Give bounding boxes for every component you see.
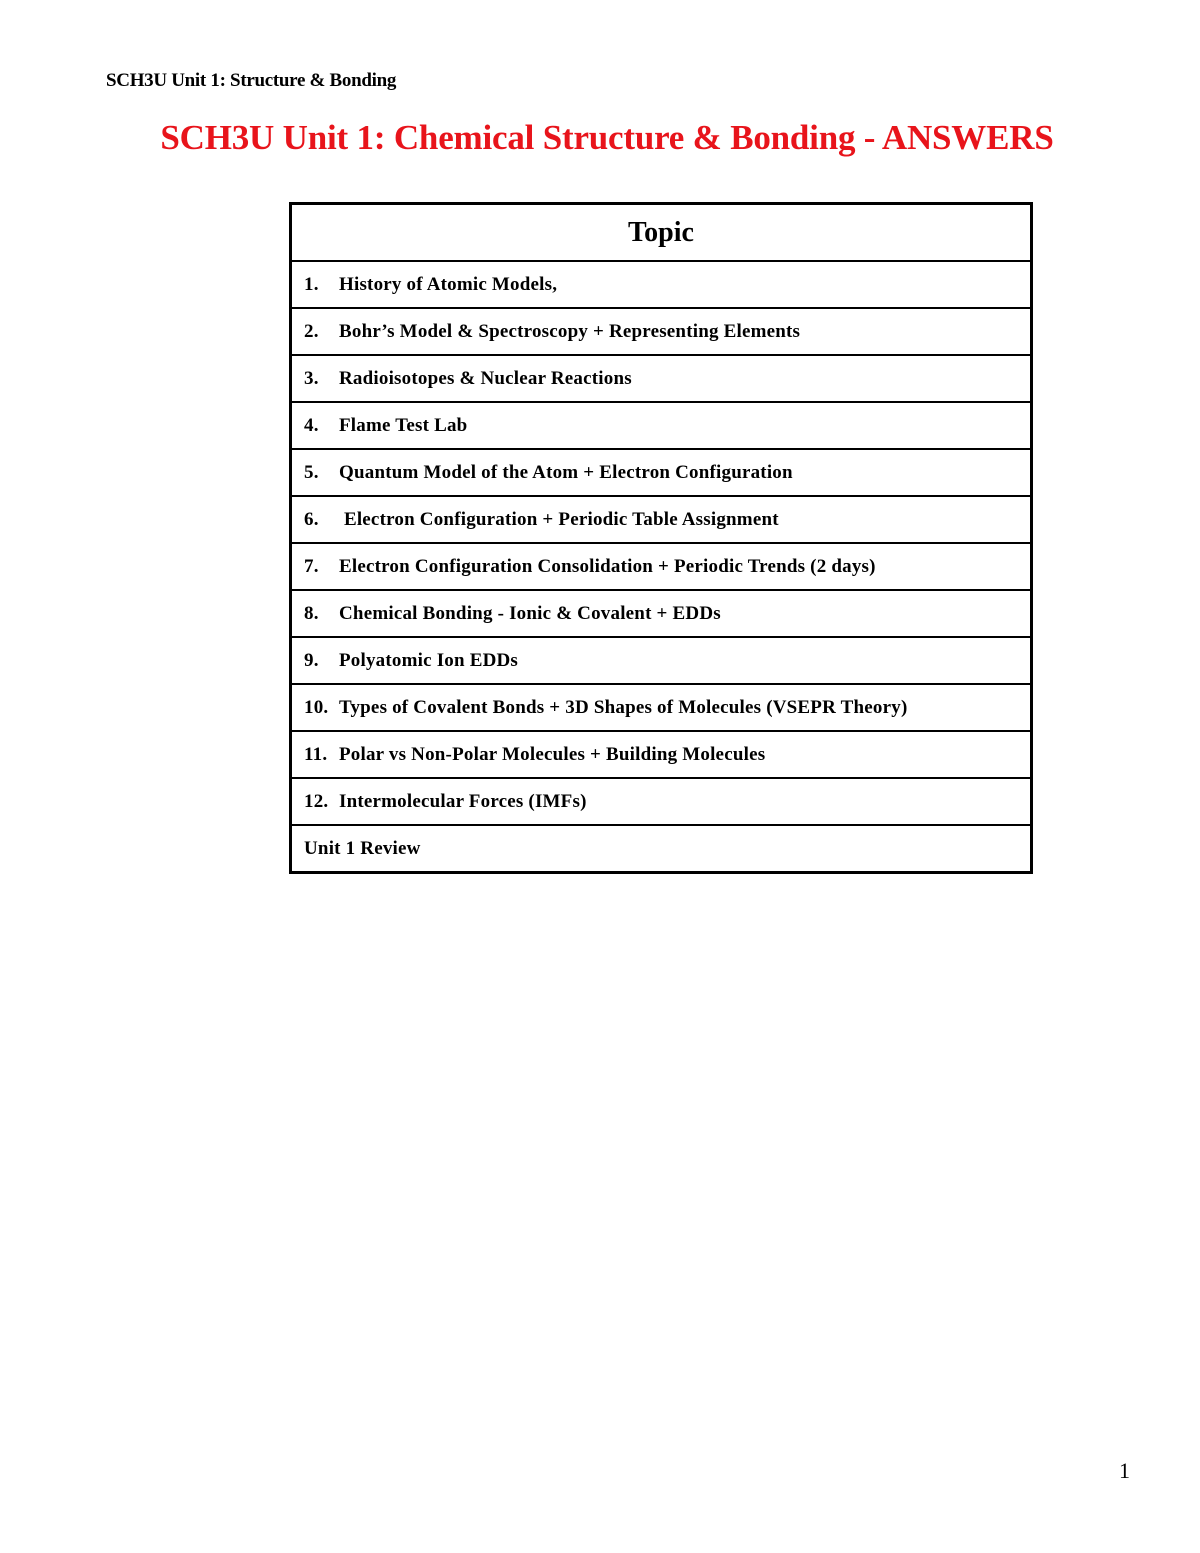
table-cell [291, 308, 1032, 355]
row-topic: Intermolecular Forces (IMFs) [339, 790, 587, 812]
table-cell: Unit 1 Review [291, 825, 1032, 873]
row-topic: Polar vs Non-Polar Molecules + Building Molecules [339, 743, 766, 765]
topic-table [289, 202, 1033, 874]
table-row [291, 778, 1032, 825]
table-cell [291, 449, 1032, 496]
table-row [291, 449, 1032, 496]
row-number: 2. [304, 320, 319, 342]
row-topic: Types of Covalent Bonds + 3D Shapes of Molecules (VSEPR Theory) [339, 696, 908, 718]
table-row-review [291, 825, 1032, 873]
row-number: 4. [304, 414, 319, 436]
row-number: 1. [304, 273, 319, 295]
table-cell [291, 590, 1032, 637]
table-cell [291, 684, 1032, 731]
row-number: 11. [304, 743, 328, 765]
row-topic: Flame Test Lab [339, 414, 468, 436]
row-topic: Electron Configuration Consolidation + Periodic Trends (2 days) [339, 555, 876, 577]
row-topic: Bohr’s Model & Spectroscopy + Representing Elements [339, 320, 801, 342]
table-cell [291, 355, 1032, 402]
row-number: 10. [304, 696, 329, 718]
table-row [291, 637, 1032, 684]
running-header: SCH3U Unit 1: Structure & Bonding [106, 70, 397, 91]
table-row [291, 590, 1032, 637]
table-cell [291, 543, 1032, 590]
table-row [291, 731, 1032, 778]
table-row [291, 684, 1032, 731]
table-cell [291, 402, 1032, 449]
table-cell [291, 778, 1032, 825]
table-row [291, 543, 1032, 590]
row-topic: Quantum Model of the Atom + Electron Configuration [339, 461, 793, 483]
row-number: 9. [304, 649, 319, 671]
document-title: SCH3U Unit 1: Chemical Structure & Bonding - ANSWERS [160, 118, 1054, 157]
row-number: 7. [304, 555, 319, 577]
row-topic: Radioisotopes & Nuclear Reactions [339, 367, 632, 389]
row-topic: History of Atomic Models, [339, 273, 558, 295]
table-row [291, 402, 1032, 449]
table-cell [291, 496, 1032, 543]
table-cell [291, 731, 1032, 778]
table-header-row [291, 204, 1032, 262]
row-number: 3. [304, 367, 319, 389]
row-number: 8. [304, 602, 319, 624]
row-number: 5. [304, 461, 319, 483]
row-number: 6. [304, 508, 319, 530]
table-row [291, 496, 1032, 543]
table-cell [291, 637, 1032, 684]
table-row [291, 261, 1032, 308]
row-topic: Chemical Bonding - Ionic & Covalent + EDDs [339, 602, 721, 624]
table-row [291, 308, 1032, 355]
table-row [291, 355, 1032, 402]
row-number: 12. [304, 790, 329, 812]
table-cell [291, 261, 1032, 308]
topic-column-header: Topic [291, 204, 1032, 262]
page-number: 1 [1119, 1458, 1130, 1483]
row-topic: Electron Configuration + Periodic Table Assignment [339, 508, 779, 530]
row-topic: Polyatomic Ion EDDs [339, 649, 519, 671]
